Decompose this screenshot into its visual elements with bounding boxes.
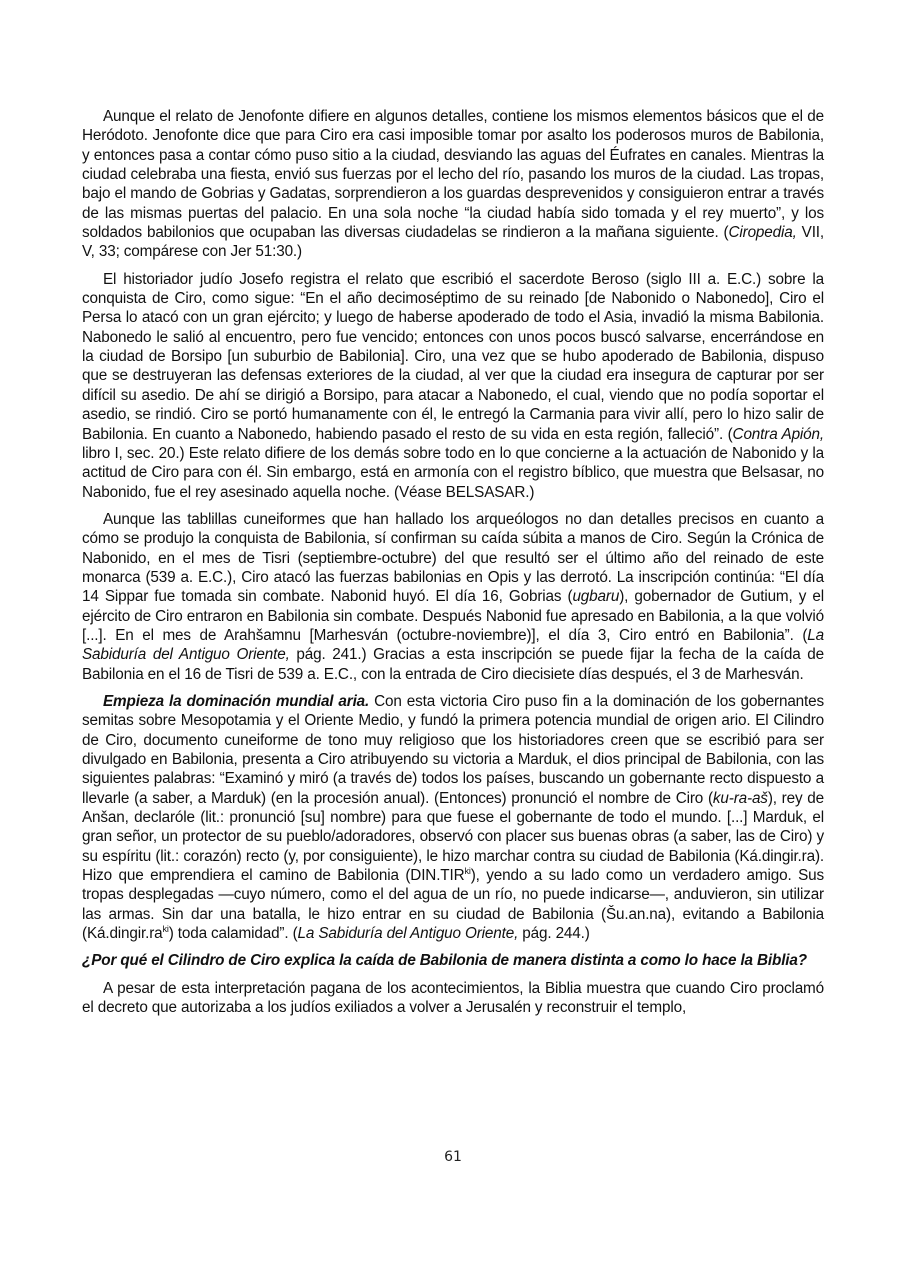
superscript: ki — [464, 865, 471, 876]
text-run: ) toda calamidad”. ( — [168, 925, 298, 943]
page-number: 61 — [444, 1149, 462, 1165]
text-run: ), gobernador de Gutium, y el ejército de Ciro entraron en Babilonia sin combate. Después Nabonid fue apresado en Babilonia, a la que volvió [...]. En el mes de Arahšamnu [Marhesván (octubre-noviembre)], el día 3, Ciro entró en Babilonia”. ( — [82, 588, 824, 644]
document-body — [82, 107, 824, 1025]
text-run: Aunque el relato de Jenofonte difiere en algunos detalles, contiene los mismos elementos básicos que el de Heródoto. Jenofonte dice que para Ciro era casi imposible tomar por asalto los poderosos muros de Babilonia, y entonces pasa a contar cómo puso sitio a la ciudad, desviando las aguas del Éufrates en canales. Mientras la ciudad celebraba una fiesta, envió sus fuerzas por el lecho del río, pasando los muros de la ciudad. Las tropas, bajo el mando de Gobrias y Gadatas, sorprendieron a los guardas desprevenidos y consiguieron entrar a través de las mismas puertas del palacio. En una sola noche “la ciudad había sido tomada y el rey muerto”, y los soldados babilonios que ocupaban las diversas ciudadelas se rindieron a la mañana siguiente. ( — [82, 108, 824, 242]
italic-citation: Contra Apión, — [732, 425, 824, 443]
text-run: VII, V, 33; compárese con Jer 51:30.) — [82, 224, 825, 261]
superscript: ki — [162, 924, 169, 934]
paragraph — [82, 270, 824, 502]
italic-citation: ku-ra-aš — [712, 789, 768, 807]
text-run: Con esta victoria Ciro puso fin a la dominación de los gobernantes semitas sobre Mesopotamia y el Oriente Medio, y fundó la primera potencia mundial de origen ario. El Cilindro de Ciro, documento cuneiforme de tono muy religioso que los historiadores creen que se escribió para ser divulgado en Babilonia, presenta a Ciro atribuyendo su victoria a Marduk, el dios principal de Babilonia, con las siguientes palabras: “Examinó y miró (a través de) todos los países, buscando un gobernante recto dispuesto a llevarle (a saber, a Marduk) (en la procesión anual). (Entonces) pronunció el nombre de Ciro ( — [82, 692, 824, 807]
text-run: libro I, sec. 20.) Este relato difiere de los demás sobre todo en lo que concierne a la actuación de Nabonido y la actitud de Ciro para con él. Sin embargo, está en armonía con el registro bíblico, que muestra que Belsasar, no Nabonido, fue el rey asesinado aquella noche. (Véase BELSASAR.) — [82, 444, 824, 501]
text-run: pág. 244.) — [518, 925, 590, 943]
text-run: Aunque las tablillas cuneiformes que han hallado los arqueólogos no dan detalles precisos en cuanto a cómo se produjo la conquista de Babilonia, sí confirman su caída súbita a manos de Ciro. Según la Crónica de Nabonido, en el mes de Tisri (septiembre-octubre) del que resultó ser el último año del reinado de este monarca (539 a. E.C.), Ciro atacó las fuerzas babilonias en Opis y las derrotó. La inscripción continúa: “El día 14 Sippar fue tomada sin combate. Nabonid huyó. El día 16, Gobrias ( — [82, 510, 824, 606]
text-run: A pesar de esta interpretación pagana de los acontecimientos, la Biblia muestra que cuando Ciro proclamó el decreto que autorizaba a los judíos exiliados a volver a Jerusalén y reconstruir el templo, — [82, 979, 824, 1017]
text-run: pág. 241.) Gracias a esta inscripción se puede fijar la fecha de la caída de Babilonia en el 16 de Tisri de 539 a. E.C., con la entrada de Ciro diecisiete días después, el 3 de Marhesván. — [82, 646, 824, 683]
paragraph — [82, 692, 824, 943]
italic-citation: La Sabiduría del Antiguo Oriente, — [297, 925, 519, 943]
text-run: ¿Por qué el Cilindro de Ciro explica la caída de Babilonia de manera distinta a como lo hace la Biblia? — [82, 952, 807, 970]
paragraph — [82, 510, 824, 684]
inline-heading: Empieza la dominación mundial aria. — [103, 692, 370, 710]
text-run: El historiador judío Josefo registra el relato que escribió el sacerdote Beroso (siglo III a. E.C.) sobre la conquista de Ciro, como sigue: “En el año decimoséptimo de su reinado [de Nabonido o Nabonedo], Ciro el Persa lo atacó con un gran ejército; y luego de haberse apoderado de todo el Asia, invadió la misma Babilonia. Nabonedo le salió al encuentro, pero fue vencido; entonces con unos pocos buscó salvarse, encerrándose en la ciudad de Borsipo [un suburbio de Babilonia]. Ciro, una vez que se hubo apoderado de Babilonia, dispuso que se destruyeran las defensas exteriores de la ciudad, al ver que la ciudad era insegura de capturar por ser difícil su asedio. De ahí se dirigió a Borsipo, para atacar a Nabonedo, el cual, viendo que no podía soportar el asedio, se rindió. Ciro se portó humanamente con él, le entregó la Carmania para vivir allí, pero lo hizo salir de Babilonia. En cuanto a Nabonedo, habiendo pasado el resto de su vida en esta región, falleció”. ( — [82, 270, 824, 443]
italic-citation: La Sabiduría del Antiguo Oriente, — [82, 626, 824, 664]
italic-citation: ugbaru — [572, 588, 620, 606]
section-question-heading — [82, 951, 824, 970]
text-run: ), rey de Anšan, declaróle (lit.: pronunció [su] nombre) para que fuese el gobernante de todo el mundo. [...] Marduk, el gran señor, un protector de su pueblo/adoradores, observó con placer sus buenas obras (a saber, las de Ciro) y su espíritu (lit.: corazón) recto (y, por consiguiente), le hizo marchar contra su ciudad de Babilonia (Ká.dingir.ra). Hizo que emprendiera el camino de Babilonia (DIN.TIR — [82, 789, 824, 885]
text-run: ), yendo a su lado como un verdadero amigo. Sus tropas desplegadas —cuyo número, como el del agua de un río, no puede indicarse—, anduvieron, sin utilizar las armas. Sin dar una batalla, le hizo entrar en su ciudad de Babilonia (Šu.an.na), evitando a Babilonia (Ká.dingir.ra — [82, 867, 824, 943]
italic-citation: Ciropedia, — [728, 224, 797, 242]
paragraph — [82, 107, 824, 262]
paragraph — [82, 979, 824, 1018]
